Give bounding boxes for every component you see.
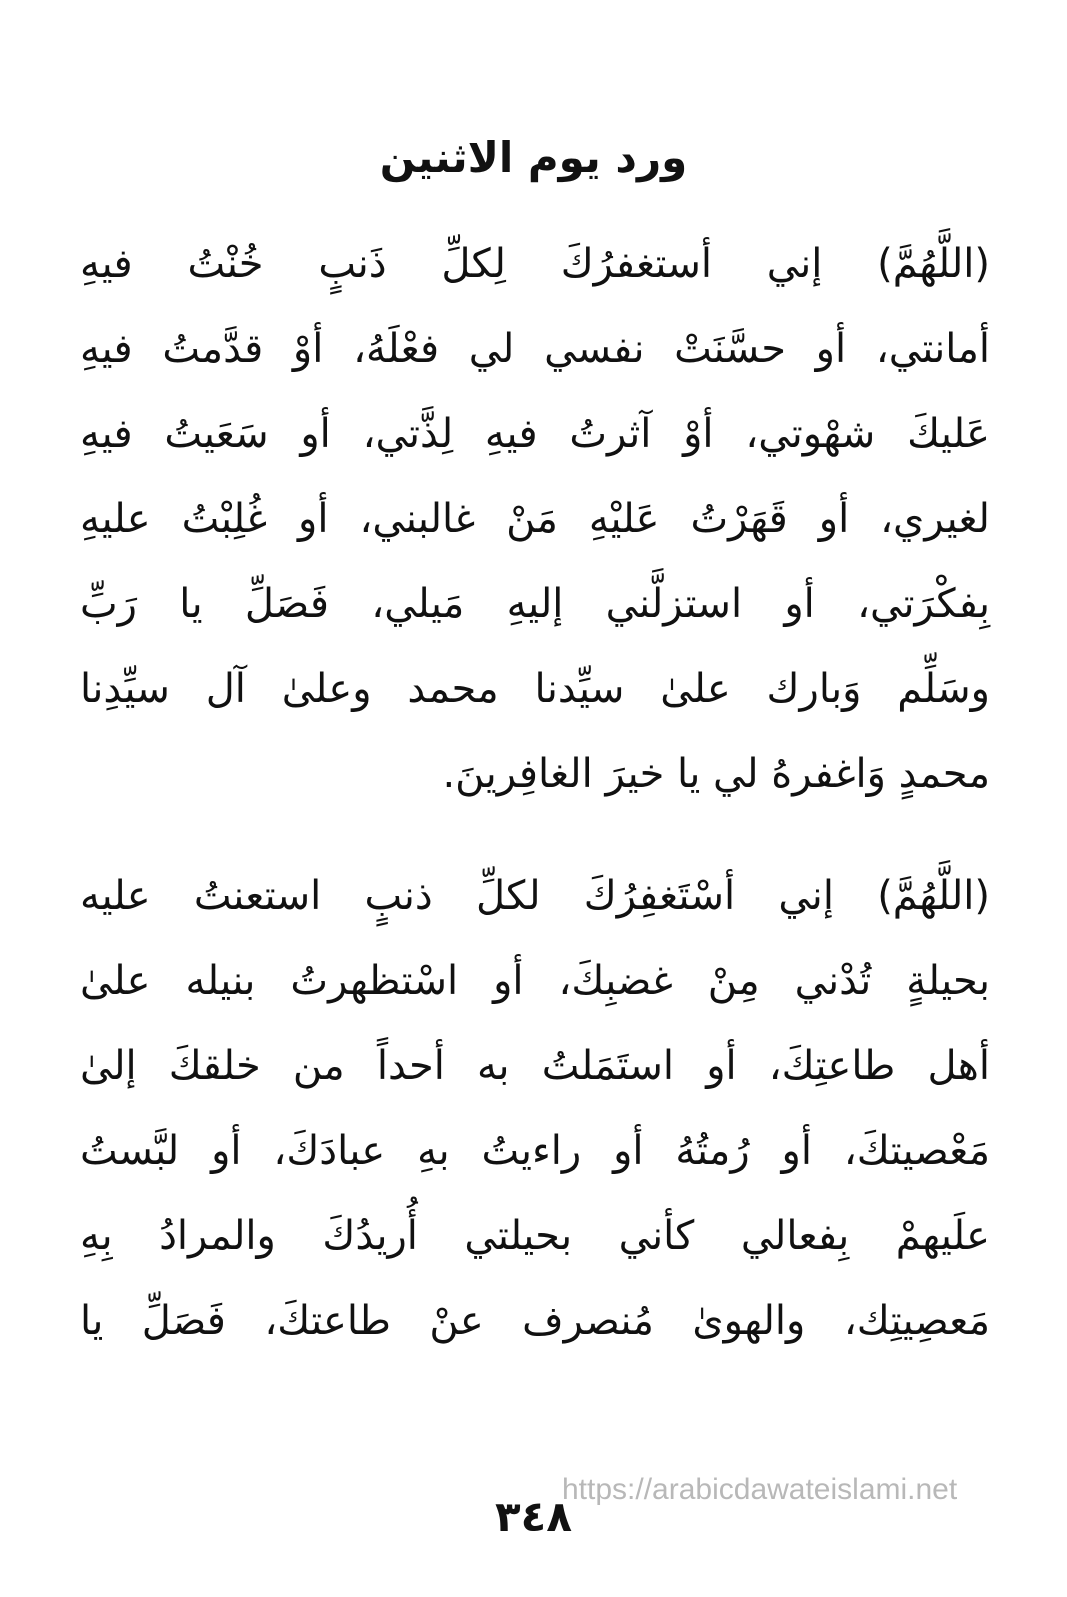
watermark-url: https://arabicdawateislami.net [562,1473,958,1506]
paragraph-2-line-5: علَيهمْ بِفعالي كأني بحيلتي أُريدُكَ والمرادُ بِهِ [80,1213,990,1259]
paragraph-2-line-1: (اللَّهُمَّ) إني أسْتَغفِرُكَ لكلِّ ذنبٍ استعنتُ عليه [80,873,990,919]
paragraph-2-line-6: مَعصِيتِك، والهوىٰ مُنصرف عنْ طاعتكَ، فَصَلِّ يا [80,1298,990,1344]
paragraph-1-line-5: بِفكْرَتي، أو استزلَّني إليهِ مَيلي، فَصَلِّ يا رَبِّ [80,581,990,627]
page-number: ٣٤٨ [495,1492,572,1541]
paragraph-2-line-3: أهل طاعتِكَ، أو استَمَلتُ به أحداً من خلقكَ إلىٰ [80,1043,990,1089]
paragraph-2-line-2: بحيلةٍ تُدْني مِنْ غضبِكَ، أو اسْتظهرتُ بنيله علىٰ [80,958,990,1004]
paragraph-1-line-1: (اللَّهُمَّ) إني أستغفرُكَ لِكلِّ ذَنبٍ خُنْتُ فيهِ [80,241,990,287]
paragraph-1-line-2: أمانتي، أو حسَّنَتْ نفسي لي فعْلَهُ، أوْ قدَّمتُ فيهِ [80,326,990,372]
paragraph-1-line-3: عَليكَ شهْوتي، أوْ آثرتُ فيهِ لِذَّتي، أو سَعَيتُ فيهِ [80,411,990,457]
page-title: ورد يوم الاثنين [379,133,688,182]
paragraph-2-line-4: مَعْصيتكَ، أو رُمتُهُ أو راءيتُ بهِ عبادَكَ، أو لبَّستُ [80,1128,990,1174]
paragraph-1-line-6: وسَلِّم وَبارك علىٰ سيِّدنا محمد وعلىٰ آل سيِّدِنا [80,666,990,712]
paragraph-1-line-7: محمدٍ وَاغفرهُ لي يا خيرَ الغافِرينَ. [442,751,990,797]
paragraph-1-line-4: لغيري، أو قَهَرْتُ عَليْهِ مَنْ غالبني، أو غُلِبْتُ عليهِ [80,496,990,542]
